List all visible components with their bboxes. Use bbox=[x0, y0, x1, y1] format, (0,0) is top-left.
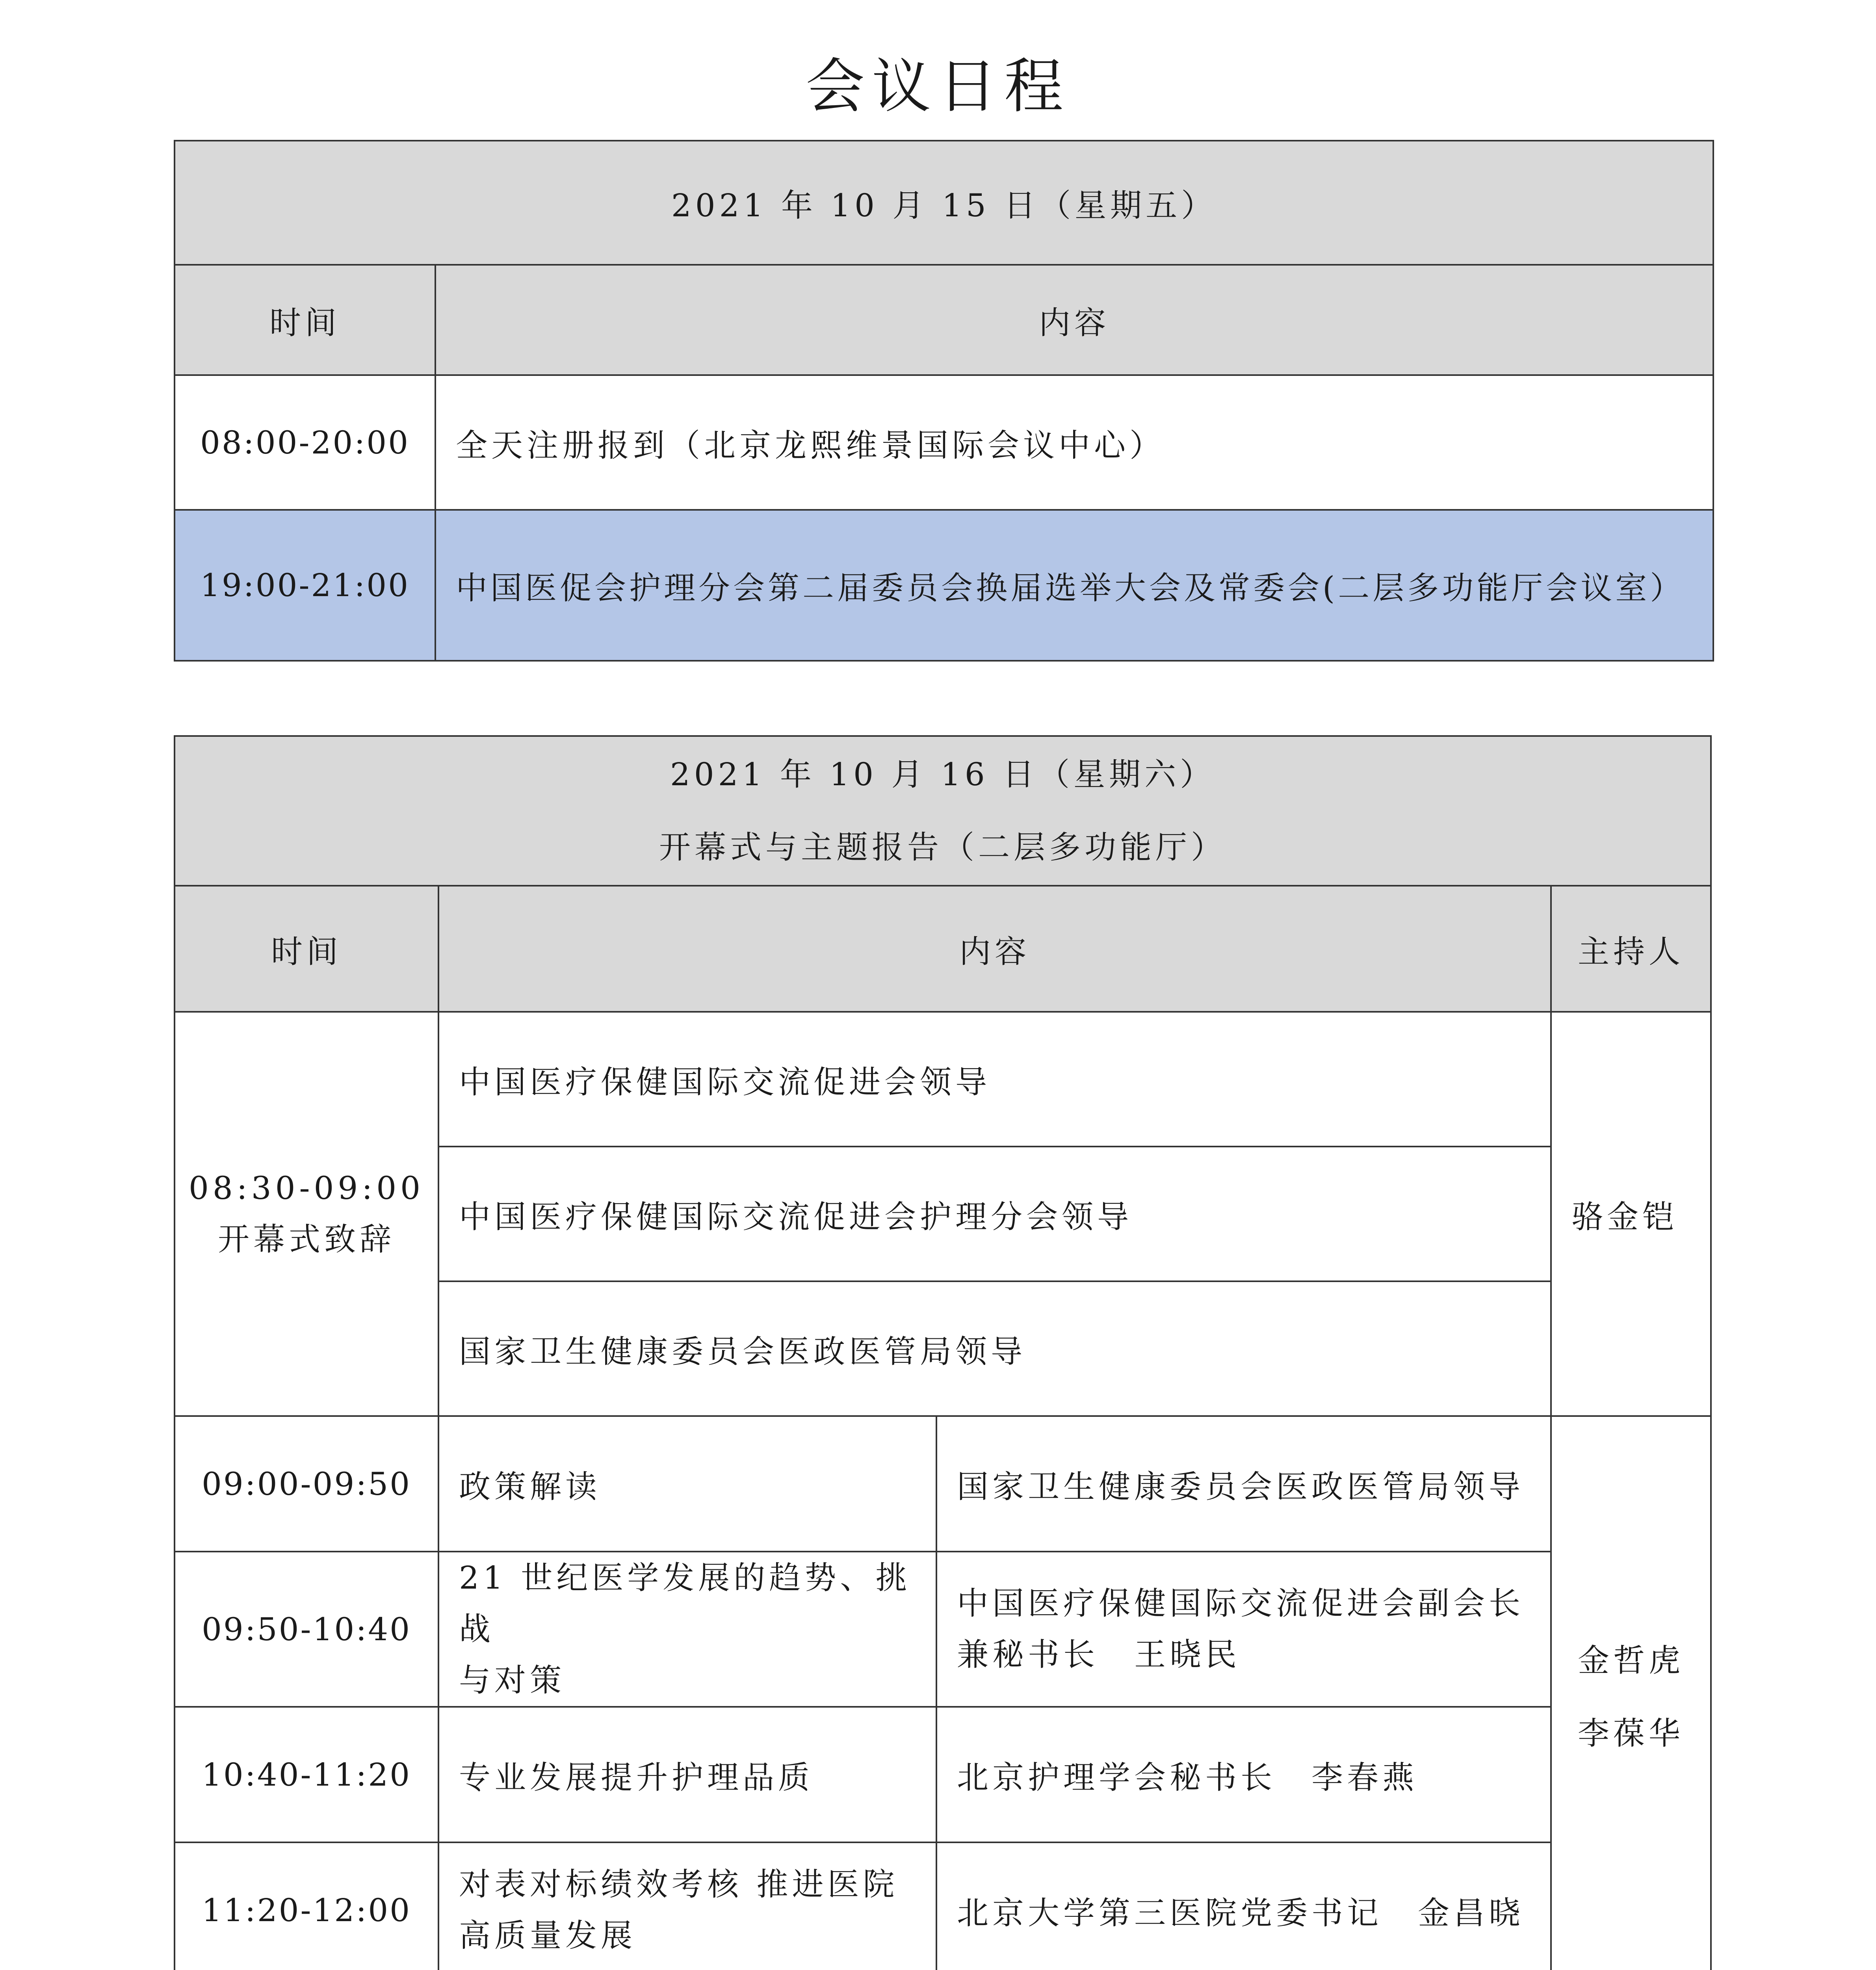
day1-header-content: 内容 bbox=[435, 265, 1713, 375]
schedule-table-day1 bbox=[174, 140, 1714, 662]
day1-row-content: 全天注册报到（北京龙熙维景国际会议中心） bbox=[435, 375, 1713, 510]
talk-speaker-line: 中国医疗保健国际交流促进会副会长 bbox=[957, 1585, 1524, 1622]
page-title: 会议日程 bbox=[805, 52, 1070, 121]
talk-speaker: 北京护理学会秘书长 李春燕 bbox=[936, 1707, 1551, 1842]
talk-topic bbox=[438, 1552, 936, 1707]
host-name: 金哲虎 bbox=[1578, 1642, 1684, 1679]
opening-label: 开幕式致辞 bbox=[218, 1221, 395, 1258]
host-name: 李葆华 bbox=[1578, 1715, 1684, 1752]
talk-time: 11:20-12:00 bbox=[175, 1842, 438, 1970]
day2-date-header bbox=[175, 736, 1711, 886]
talk-topic: 专业发展提升护理品质 bbox=[438, 1707, 936, 1842]
opening-host: 骆金铠 bbox=[1551, 1012, 1711, 1416]
opening-item: 中国医疗保健国际交流促进会护理分会领导 bbox=[438, 1147, 1551, 1281]
day2-date: 2021 年 10 月 16 日（星期六） bbox=[670, 756, 1216, 793]
talk-speaker: 国家卫生健康委员会医政医管局领导 bbox=[936, 1416, 1551, 1552]
talks-hosts-cell bbox=[1551, 1416, 1711, 1970]
day1-date-header: 2021 年 10 月 15 日（星期五） bbox=[175, 141, 1713, 265]
opening-item: 中国医疗保健国际交流促进会领导 bbox=[438, 1012, 1551, 1147]
talk-topic bbox=[438, 1842, 936, 1970]
talk-topic-line: 与对策 bbox=[459, 1662, 565, 1699]
talk-speaker-line: 兼秘书长 王晓民 bbox=[957, 1636, 1241, 1673]
day2-header-host: 主持人 bbox=[1551, 886, 1711, 1012]
talk-time: 10:40-11:20 bbox=[175, 1707, 438, 1842]
talk-time: 09:50-10:40 bbox=[175, 1552, 438, 1707]
talk-topic-line: 21 世纪医学发展的趋势、挑战 bbox=[459, 1559, 911, 1647]
day1-row-time: 19:00-21:00 bbox=[175, 510, 435, 661]
opening-item: 国家卫生健康委员会医政医管局领导 bbox=[438, 1281, 1551, 1416]
talk-time: 09:00-09:50 bbox=[175, 1416, 438, 1552]
opening-time: 08:30-09:00 bbox=[188, 1170, 425, 1206]
day2-header-time: 时间 bbox=[175, 886, 438, 1012]
schedule-table-day2 bbox=[174, 735, 1712, 1970]
talk-speaker bbox=[936, 1552, 1551, 1707]
opening-time-cell bbox=[175, 1012, 438, 1416]
talk-topic-line: 高质量发展 bbox=[459, 1917, 636, 1954]
day1-row-content: 中国医促会护理分会第二届委员会换届选举大会及常委会(二层多功能厅会议室） bbox=[435, 510, 1713, 661]
day1-header-time: 时间 bbox=[175, 265, 435, 375]
day2-header-content: 内容 bbox=[438, 886, 1551, 1012]
day2-subtitle: 开幕式与主题报告（二层多功能厅） bbox=[659, 829, 1226, 866]
talk-topic: 政策解读 bbox=[438, 1416, 936, 1552]
talk-topic-line: 对表对标绩效考核 推进医院 bbox=[459, 1866, 899, 1903]
day1-row-time: 08:00-20:00 bbox=[175, 375, 435, 510]
talk-speaker: 北京大学第三医院党委书记 金昌晓 bbox=[936, 1842, 1551, 1970]
